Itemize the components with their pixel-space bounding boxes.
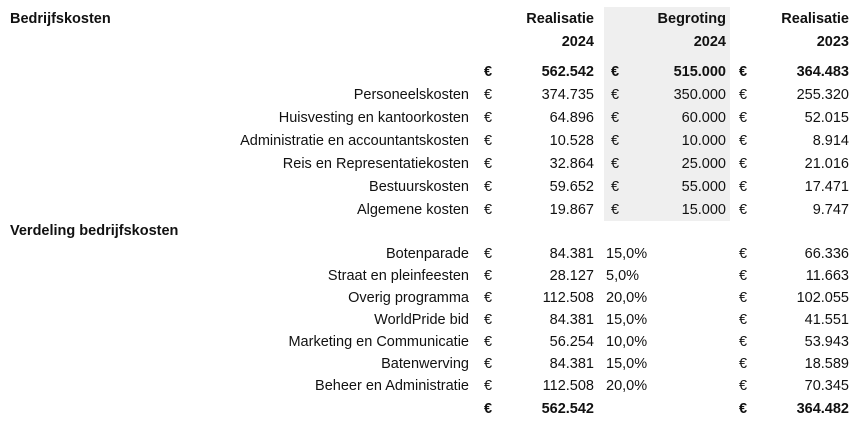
value-realisatie-2024: 32.864: [549, 156, 594, 172]
table-row: [0, 287, 861, 309]
value-realisatie-2023: 52.015: [804, 110, 849, 126]
row-label: Beheer en Administratie: [315, 378, 469, 394]
value-realisatie-2024: 84.381: [549, 246, 594, 262]
value-realisatie-2024: 56.254: [549, 334, 594, 350]
percentage: 10,0%: [606, 334, 648, 350]
value-begroting-2024: 15.000: [681, 202, 726, 218]
currency-symbol: €: [611, 156, 620, 172]
value-realisatie-2024: 84.381: [549, 356, 594, 372]
col-header-realisatie-2023: Realisatie 2023: [781, 11, 849, 50]
row-label: Marketing en Communicatie: [288, 334, 469, 350]
value-realisatie-2024: 84.381: [549, 312, 594, 328]
value-begroting-2024: 25.000: [681, 156, 726, 172]
table-row: [0, 375, 861, 397]
row-label: Reis en Representatiekosten: [282, 156, 469, 172]
currency-symbol: €: [611, 64, 620, 80]
value-realisatie-2023: 18.589: [804, 356, 849, 372]
percentage: 5,0%: [606, 268, 640, 284]
row-label: Overig programma: [348, 290, 469, 306]
value-realisatie-2023: 17.471: [804, 179, 849, 195]
currency-symbol: €: [739, 179, 748, 195]
currency-symbol: €: [739, 87, 748, 103]
table-row: [0, 107, 861, 129]
row-label: Administratie en accountantskosten: [240, 133, 469, 149]
currency-symbol: €: [484, 290, 493, 306]
row-label: Botenparade: [385, 246, 469, 262]
currency-symbol: €: [739, 334, 748, 350]
section-title: Verdeling bedrijfskosten: [10, 223, 179, 239]
value-realisatie-2023: 102.055: [796, 290, 849, 306]
value-begroting-2024: 350.000: [673, 87, 726, 103]
value-realisatie-2024: 112.508: [542, 378, 594, 394]
row-label: Batenwerving: [381, 356, 469, 372]
currency-symbol: €: [484, 156, 493, 172]
table-row: [0, 353, 861, 375]
currency-symbol: €: [739, 378, 748, 394]
table-row: [0, 199, 861, 221]
value-realisatie-2024: 112.508: [542, 290, 594, 306]
table-row: [0, 309, 861, 331]
value-realisatie-2023: 53.943: [804, 334, 849, 350]
currency-symbol: €: [739, 110, 748, 126]
currency-symbol: €: [484, 110, 493, 126]
percentage: 15,0%: [606, 356, 648, 372]
value-realisatie-2024: 59.652: [549, 179, 594, 195]
value-realisatie-2023: 8.914: [812, 133, 849, 149]
currency-symbol: €: [484, 179, 493, 195]
row-label: Algemene kosten: [356, 202, 469, 218]
value-realisatie-2023: 255.320: [796, 87, 849, 103]
value-begroting-2024: 10.000: [681, 133, 726, 149]
currency-symbol: €: [484, 64, 493, 80]
table-row: [0, 265, 861, 287]
percentage: 15,0%: [606, 246, 648, 262]
currency-symbol: €: [484, 312, 493, 328]
col-header-begroting-2024: Begroting 2024: [657, 11, 726, 50]
row-label: Personeelskosten: [353, 87, 469, 103]
allocation-total-realisatie-2023: 364.482: [796, 401, 849, 417]
value-realisatie-2023: 70.345: [804, 378, 849, 394]
table-row: [0, 176, 861, 198]
currency-symbol: €: [484, 356, 493, 372]
table-row: [0, 243, 861, 265]
row-label: Bestuurskosten: [369, 179, 469, 195]
percentage: 20,0%: [606, 290, 648, 306]
value-realisatie-2024: 19.867: [549, 202, 594, 218]
currency-symbol: €: [739, 401, 748, 417]
currency-symbol: €: [739, 290, 748, 306]
percentage: 15,0%: [606, 312, 648, 328]
value-begroting-2024: 55.000: [681, 179, 726, 195]
currency-symbol: €: [484, 401, 493, 417]
col-header-realisatie-2024: Realisatie 2024: [526, 11, 594, 50]
currency-symbol: €: [484, 202, 493, 218]
row-label: Straat en pleinfeesten: [327, 268, 469, 284]
currency-symbol: €: [611, 87, 620, 103]
page-title: Bedrijfskosten: [10, 11, 111, 27]
allocation-total-row: [0, 398, 861, 420]
value-realisatie-2023: 66.336: [804, 246, 849, 262]
currency-symbol: €: [484, 87, 493, 103]
currency-symbol: €: [611, 179, 620, 195]
currency-symbol: €: [739, 202, 748, 218]
currency-symbol: €: [484, 378, 493, 394]
currency-symbol: €: [484, 268, 493, 284]
currency-symbol: €: [611, 110, 620, 126]
currency-symbol: €: [739, 133, 748, 149]
currency-symbol: €: [739, 268, 748, 284]
value-realisatie-2023: 9.747: [812, 202, 849, 218]
total-begroting-2024: 515.000: [673, 64, 726, 80]
row-label: WorldPride bid: [374, 312, 469, 328]
value-realisatie-2024: 10.528: [549, 133, 594, 149]
value-realisatie-2024: 374.735: [541, 87, 594, 103]
currency-symbol: €: [739, 246, 748, 262]
value-realisatie-2023: 21.016: [804, 156, 849, 172]
value-realisatie-2024: 28.127: [549, 268, 594, 284]
table-row: [0, 153, 861, 175]
total-costs-row: [0, 61, 861, 83]
currency-symbol: €: [611, 202, 620, 218]
currency-symbol: €: [739, 156, 748, 172]
currency-symbol: €: [484, 133, 493, 149]
currency-symbol: €: [484, 246, 493, 262]
allocation-total-realisatie-2024: 562.542: [541, 401, 594, 417]
currency-symbol: €: [739, 356, 748, 372]
currency-symbol: €: [611, 133, 620, 149]
currency-symbol: €: [739, 64, 748, 80]
table-row: [0, 331, 861, 353]
table-row: [0, 130, 861, 152]
value-realisatie-2023: 41.551: [804, 312, 849, 328]
section-heading-row: [0, 220, 861, 242]
row-label: Huisvesting en kantoorkosten: [278, 110, 469, 126]
value-realisatie-2024: 64.896: [549, 110, 594, 126]
percentage: 20,0%: [606, 378, 648, 394]
total-realisatie-2024: 562.542: [541, 64, 594, 80]
total-realisatie-2023: 364.483: [796, 64, 849, 80]
value-realisatie-2023: 11.663: [805, 268, 849, 284]
currency-symbol: €: [484, 334, 493, 350]
value-begroting-2024: 60.000: [681, 110, 726, 126]
currency-symbol: €: [739, 312, 748, 328]
header-row: [0, 8, 861, 30]
table-row: [0, 84, 861, 106]
